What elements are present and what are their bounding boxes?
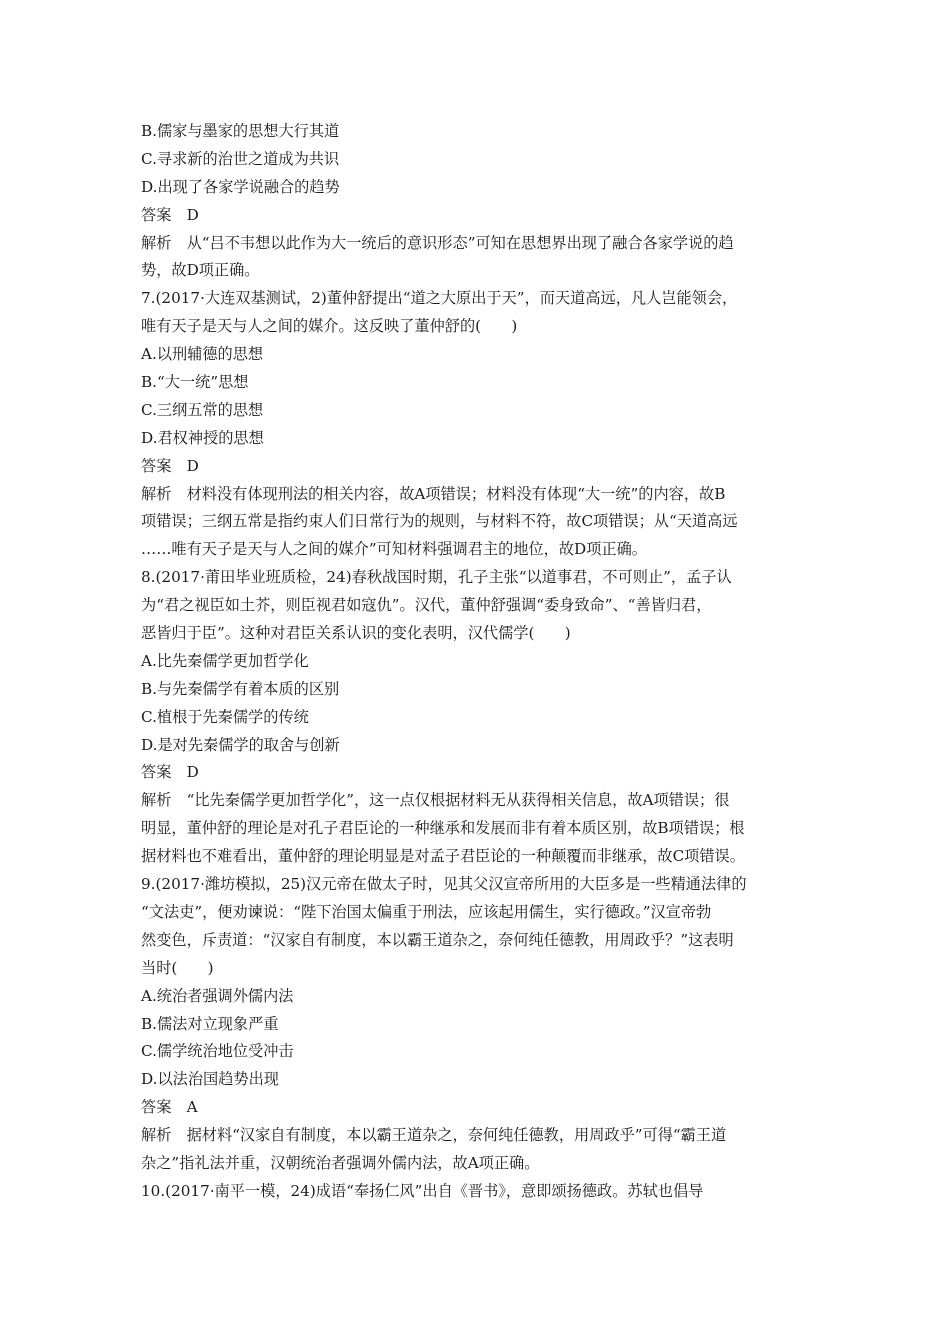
analysis-line: 解析 材料没有体现刑法的相关内容，故A项错误；材料没有体现“大一统”的内容，故B: [141, 484, 726, 503]
analysis-line: 杂之”指礼法并重，汉朝统治者强调外儒内法，故A项正确。: [141, 1153, 540, 1172]
question-stem-line: 为“君之视臣如土芥，则臣视君如寇仇”。汉代，董仲舒强调“委身致命”、“善皆归君，: [141, 596, 712, 615]
question-9: [141, 871, 813, 1178]
question-stem-line: 9.(2017·潍坊模拟，25)汉元帝在做太子时，见其父汉宣帝所用的大臣多是一些精通法律的: [141, 875, 747, 894]
question-stem-line: 唯有天子是天与人之间的媒介。这反映了董仲舒的( ): [141, 317, 518, 336]
question-stem-line: 然变色，斥责道：“汉家自有制度，本以霸王道杂之，奈何纯任德教，用周政乎？”这表明: [141, 930, 734, 949]
question-stem-line: 8.(2017·莆田毕业班质检，24)春秋战国时期，孔子主张“以道事君，不可则止”，孟子认: [141, 568, 732, 587]
answer: 答案 D: [141, 205, 199, 224]
question-stem-line: 10.(2017·南平一模，24)成语“奉扬仁风”出自《晋书》，意即颂扬德政。苏轼也倡导: [141, 1181, 704, 1200]
option-b: B.与先秦儒学有着本质的区别: [141, 679, 340, 698]
question-8: [141, 564, 813, 871]
analysis-line: 项错误；三纲五常是指约束人们日常行为的规则，与材料不符，故C项错误；从“天道高远: [141, 512, 738, 531]
analysis-line: 势，故D项正确。: [141, 261, 260, 280]
option-c: C.寻求新的治世之道成为共识: [141, 149, 340, 168]
question-7: [141, 285, 813, 564]
question-6: [141, 118, 813, 285]
question-stem-line: “文法吏”，便劝谏说：“陛下治国太偏重于刑法，应该起用儒生，实行德政。”汉宣帝勃: [141, 902, 712, 921]
option-a: A.比先秦儒学更加哲学化: [141, 651, 309, 670]
option-d: D.君权神授的思想: [141, 428, 264, 447]
analysis-line: 明显，董仲舒的理论是对孔子君臣论的一种继承和发展而非有着本质区别，故B项错误；根: [141, 819, 745, 838]
option-c: C.儒学统治地位受冲击: [141, 1042, 294, 1061]
option-c: C.植根于先秦儒学的传统: [141, 707, 309, 726]
answer: 答案 A: [141, 1098, 198, 1117]
option-d: D.是对先秦儒学的取舍与创新: [141, 735, 340, 754]
question-stem-line: 当时( ): [141, 958, 214, 977]
analysis-line: 解析 据材料“汉家自有制度，本以霸王道杂之，奈何纯任德教，用周政乎”可得“霸王道: [141, 1126, 727, 1145]
analysis-line: 解析 “比先秦儒学更加哲学化”，这一点仅根据材料无从获得相关信息，故A项错误；很: [141, 791, 730, 810]
analysis-line: 据材料也不难看出，董仲舒的理论明显是对孟子君臣论的一种颠覆而非继承，故C项错误。: [141, 847, 745, 866]
question-stem-line: 7.(2017·大连双基测试，2)董仲舒提出“道之大原出于天”，而天道高远，凡人岂能领会，: [141, 289, 738, 308]
question-stem-line: 恶皆归于臣”。这种对君臣关系认识的变化表明，汉代儒学( ): [141, 624, 571, 643]
document-page: [141, 118, 813, 1206]
option-b: B.儒家与墨家的思想大行其道: [141, 122, 340, 140]
option-a: A.统治者强调外儒内法: [141, 986, 294, 1005]
answer: 答案 D: [141, 763, 199, 782]
option-b: B.“大一统”思想: [141, 373, 249, 392]
analysis-line: 解析 从“吕不韦想以此作为大一统后的意识形态”可知在思想界出现了融合各家学说的趋: [141, 233, 734, 252]
option-b: B.儒法对立现象严重: [141, 1014, 279, 1033]
option-c: C.三纲五常的思想: [141, 400, 264, 419]
option-d: D.出现了各家学说融合的趋势: [141, 177, 340, 196]
option-d: D.以法治国趋势出现: [141, 1070, 279, 1089]
option-a: A.以刑辅德的思想: [141, 345, 264, 364]
answer: 答案 D: [141, 456, 199, 475]
question-10: [141, 1178, 813, 1206]
analysis-line: ……唯有天子是天与人之间的媒介”可知材料强调君主的地位，故D项正确。: [141, 540, 647, 559]
